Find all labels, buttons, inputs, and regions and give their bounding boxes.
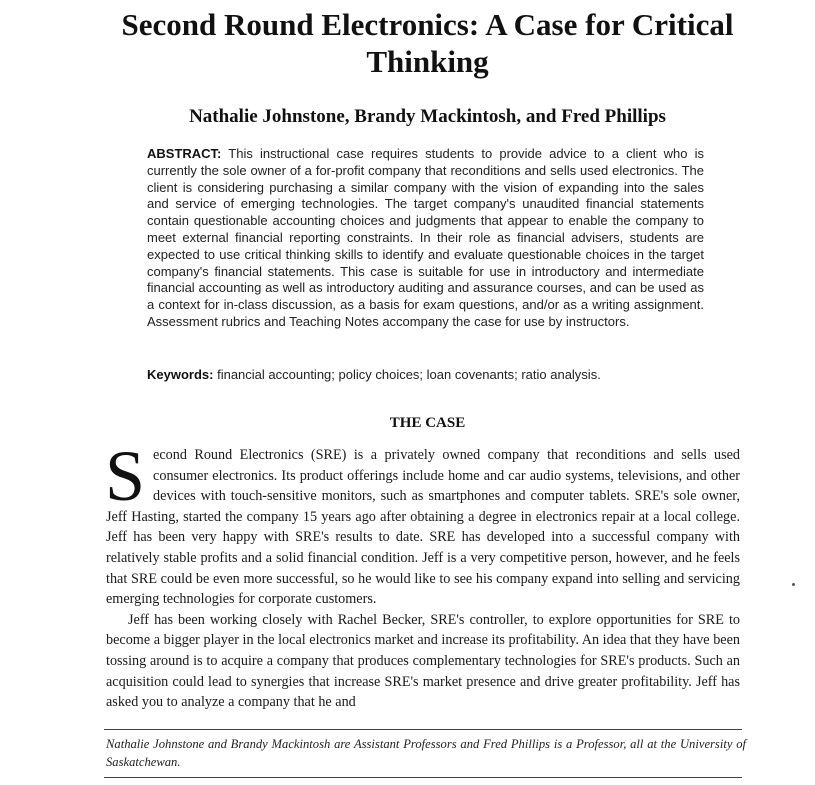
- drop-cap: S: [105, 436, 146, 516]
- body-text: [105, 436, 740, 713]
- paper-title: Second Round Electronics: A Case for Critical Thinking: [121, 7, 734, 79]
- keywords-label: Keywords:: [147, 367, 214, 382]
- author-footnote: Nathalie Johnstone and Brandy Mackintosh are Assistant Professors and Fred Phillips is a Professor, all at the University of Saskatchewan.: [106, 737, 746, 769]
- paragraph-2: Jeff has been working closely with Rachel Becker, SRE's controller, to explore opportunities for SRE to become a bigger player in the local electronics market and increase its profitability. An idea that they have been tossing around is to acquire a company that produces complementary technologies for SRE's products. Such an acquisition could lead to synergies that increase SRE's market presence and drive greater profitability. Jeff has asked you to analyze a company that he and: [106, 611, 740, 711]
- footnote-bottom-rule: [104, 777, 742, 778]
- abstract-label: ABSTRACT:: [147, 146, 222, 161]
- paragraph-1: [105, 436, 740, 610]
- abstract-text: This instructional case requires students to provide advice to a client who is currently the sole owner of a for-profit company that reconditions and sells used electronics. The client is considering purchasing a similar company with the vision of expanding into the sales and service of emerging technologies. The target company's unaudited financial statements contain questionable accounting choices and judgments that appear to enable the company to meet external financial reporting constraints. In their role as financial advisers, students are expected to use critical thinking skills to identify and evaluate questionable choices in the target company's financial statements. This case is suitable for use in introductory and intermediate financial accounting as well as introductory auditing and assurance courses, and can be used as a context for in-class discussion, as a basis for exam questions, and/or as a writing assignment. Assessment rubrics and Teaching Notes accompany the case for use by instructors.: [147, 146, 704, 329]
- author-list: Nathalie Johnstone, Brandy Mackintosh, and Fred Phillips: [189, 106, 666, 127]
- abstract: [147, 146, 704, 331]
- paragraph-1-text: econd Round Electronics (SRE) is a privately owned company that reconditions and sells used consumer electronics. Its product offerings include home and car audio systems, televisions, and other devices with touch-sensitive monitors, such as smartphones and computer tablets. SRE's sole owner, Jeff Hasting, started the company 15 years ago after obtaining a degree in electronics repair at a local college. Jeff has been very happy with SRE's results to date. SRE has developed into a successful company with relatively stable profits and a solid financial condition. Jeff is a very competitive person, however, and he feels that SRE could be even more successful, so he would like to see his company expand into selling and servicing emerging technologies for corporate customers.: [106, 447, 740, 608]
- keywords-text: financial accounting; policy choices; loan covenants; ratio analysis.: [217, 367, 601, 382]
- footnote-top-rule: [104, 729, 742, 730]
- scan-speck: [792, 583, 795, 586]
- keywords: [147, 366, 704, 383]
- section-heading: THE CASE: [389, 415, 466, 431]
